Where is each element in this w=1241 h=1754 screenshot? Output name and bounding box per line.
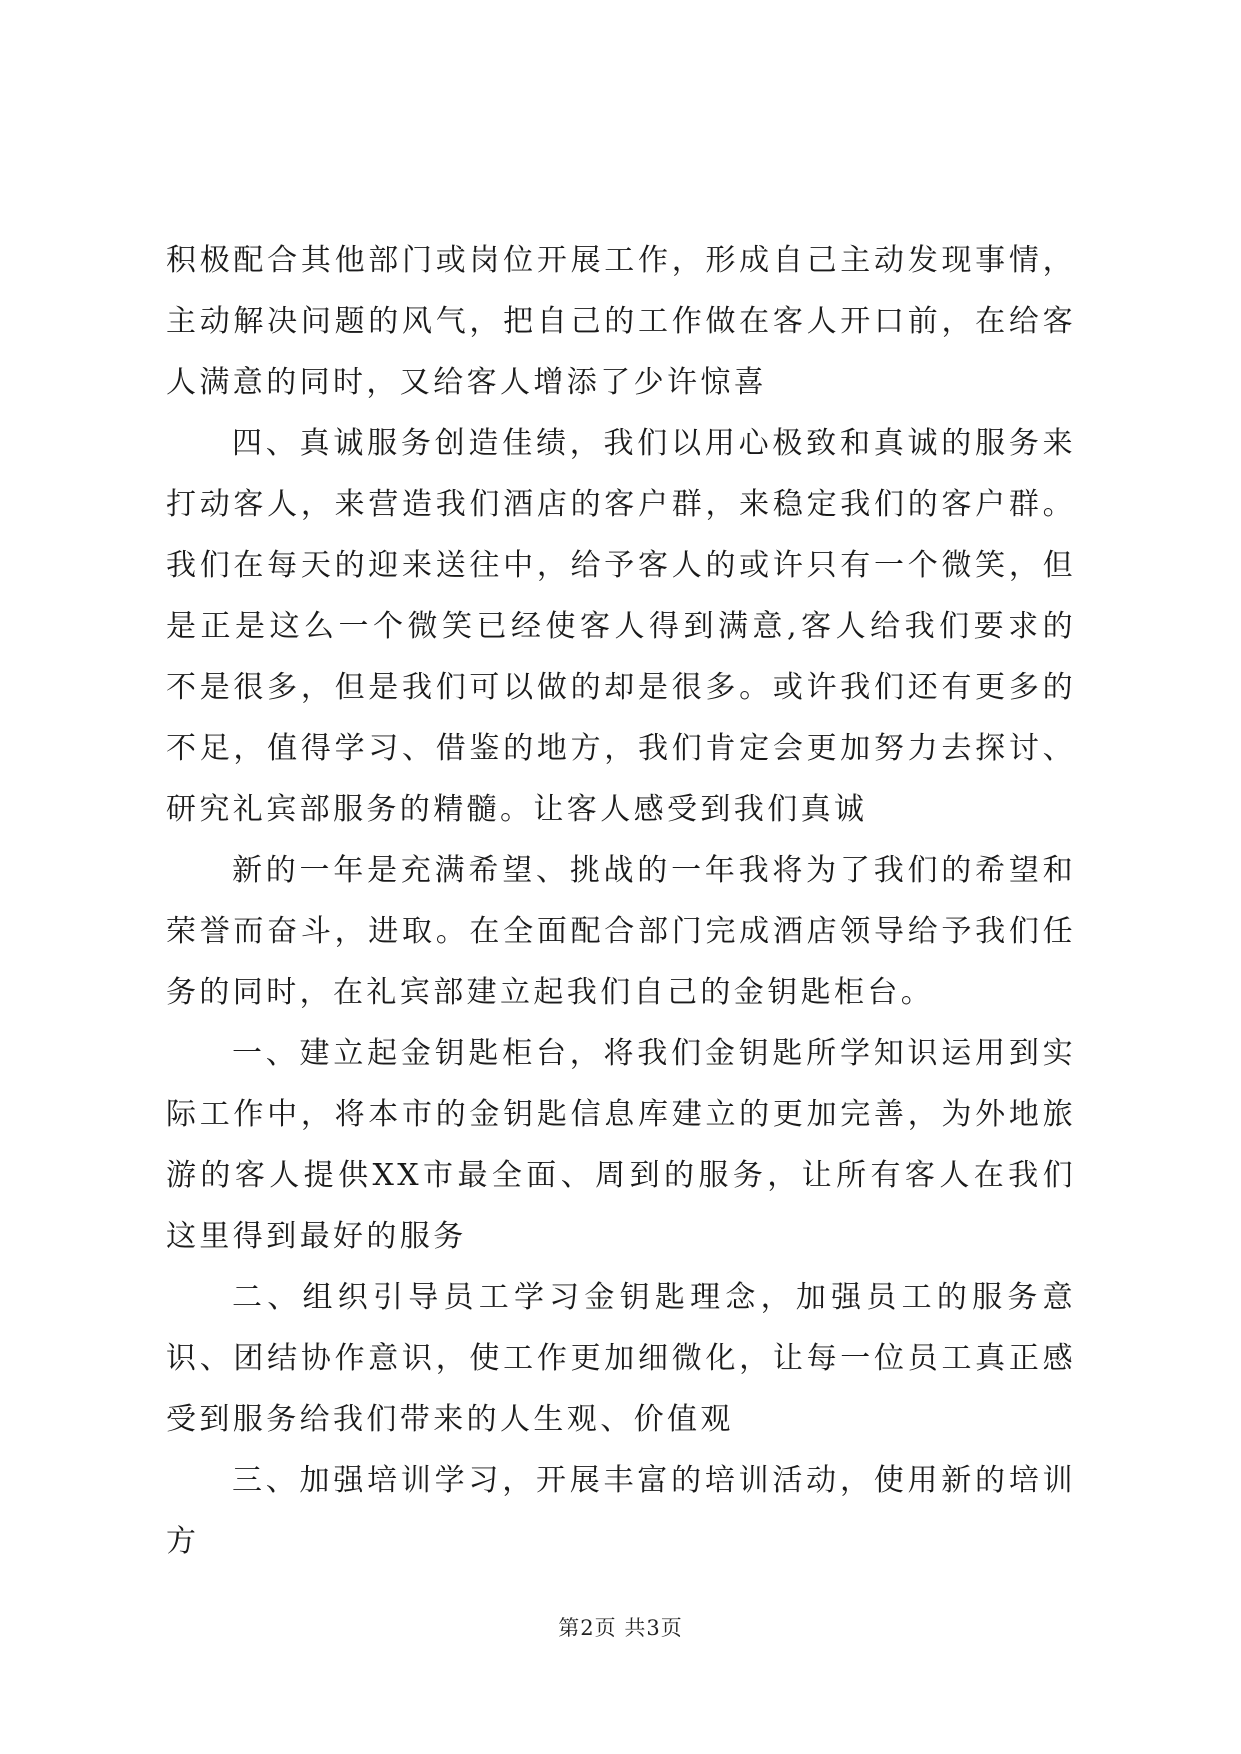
document-body (166, 230, 1076, 1572)
paragraph-sincere-service: 四、真诚服务创造佳绩，我们以用心极致和真诚的服务来打动客人，来营造我们酒店的客户群，来稳定我们的客户群。我们在每天的迎来送往中，给予客人的或许只有一个微笑，但是正是这么一个微笑已经使客人得到满意,客人给我们要求的不是很多，但是我们可以做的却是很多。或许我们还有更多的不足，值得学习、借鉴的地方，我们肯定会更加努力去探讨、研究礼宾部服务的精髓。让客人感受到我们真诚 (166, 426, 1076, 827)
paragraph-staff-guidance: 二、组织引导员工学习金钥匙理念，加强员工的服务意识、团结协作意识，使工作更加细微化，让每一位员工真正感受到服务给我们带来的人生观、价值观 (166, 1280, 1076, 1437)
paragraph-golden-key-counter: 一、建立起金钥匙柜台，将我们金钥匙所学知识运用到实际工作中，将本市的金钥匙信息库建立的更加完善，为外地旅游的客人提供XX市最全面、周到的服务，让所有客人在我们这里得到最好的服务 (166, 1036, 1076, 1254)
page-footer: 第2页 共3页 (558, 1616, 683, 1640)
paragraph-new-year: 新的一年是充满希望、挑战的一年我将为了我们的希望和荣誉而奋斗，进取。在全面配合部门完成酒店领导给予我们任务的同时，在礼宾部建立起我们自己的金钥匙柜台。 (166, 853, 1076, 1010)
paragraph-training: 三、加强培训学习，开展丰富的培训活动，使用新的培训方 (166, 1463, 1076, 1559)
paragraph-continuation: 积极配合其他部门或岗位开展工作，形成自己主动发现事情，主动解决问题的风气，把自己的工作做在客人开口前，在给客人满意的同时，又给客人增添了少许惊喜 (166, 243, 1076, 400)
